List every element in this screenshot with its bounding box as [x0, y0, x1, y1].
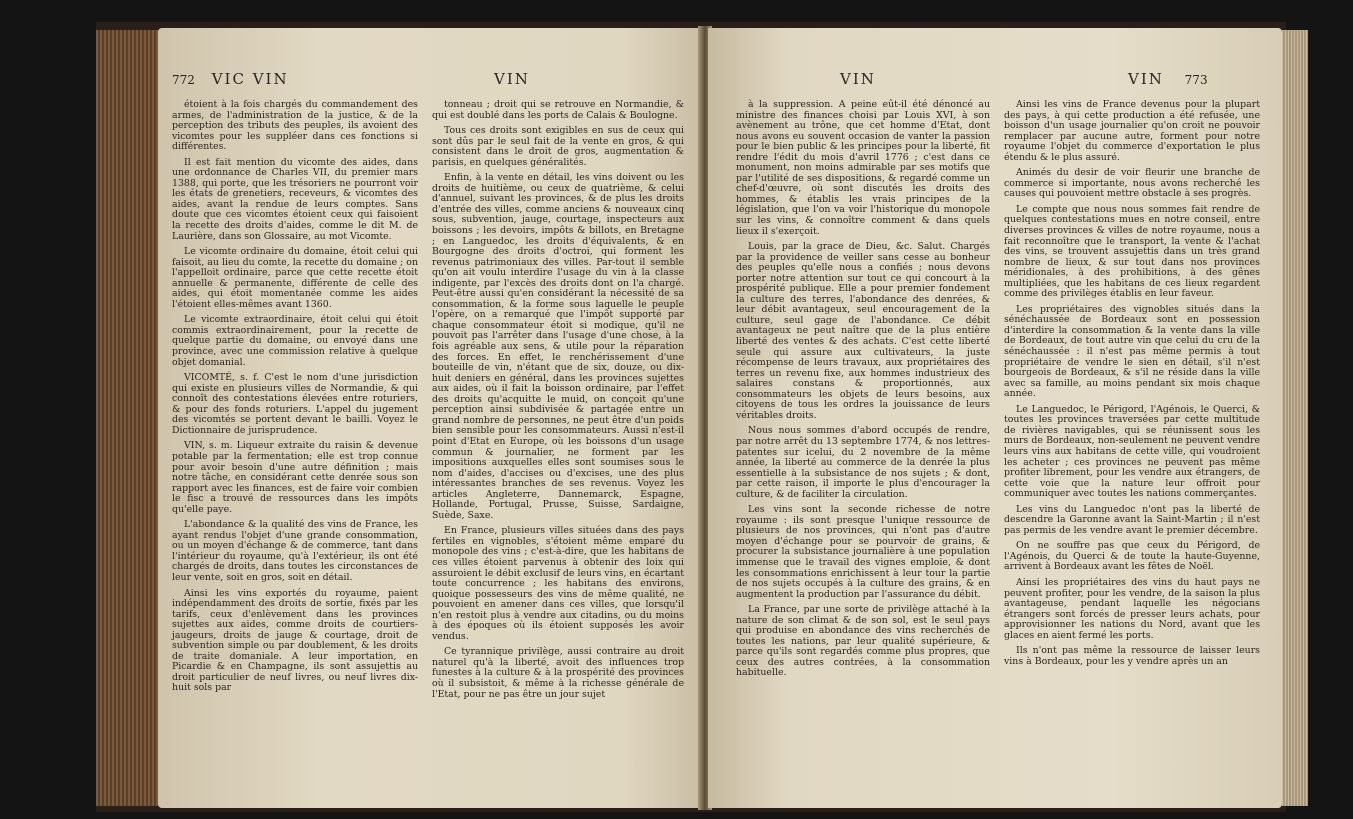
right-page-header [1128, 70, 1208, 88]
left-page-number: 772 [172, 73, 195, 87]
right-page-number: 773 [1184, 73, 1208, 87]
right-book-edge [1282, 30, 1308, 806]
paragraph: Ainsi les vins exportés du royaume, paient indépendamment des droits de sortie, fixés par les tarifs, ceux d'enlèvement dans les provinces sujettes aux aides, comme droits de courtiers-jaugeurs, droits de jauge & courtage, droit de subvention simple ou par doublement, & les droits de traite domaniale. A leur importation, en Picardie & en Champagne, ils sont assujettis au droit particulier de neuf livres, ou neuf livres dix-huit sols par [172, 587, 418, 694]
paragraph: En France, plusieurs villes situées dans des pays fertiles en vignobles, s'étoient même emparé du monopole des vins ; c'est-à-dire, que les habitans de ces villes étoient parvenus à obtenir des loix qui assuroient le débit exclusif de leurs vins, en écartant toute concurrence ; les habitans des environs, quoique possesseurs des vins de même qualité, ne pouvoient en amener dans ces villes, que lorsqu'il n'en restoit plus à vendre aux citadins, ou du moins à des époques où ils étoient supposés les avoir vendus. [432, 525, 684, 642]
right-center-head: VIN [840, 70, 876, 88]
paragraph: VICOMTÉ, s. f. C'est le nom d'une jurisdiction qui existe en plusieurs villes de Normandie, & qui connoît des contestations élevées entre roturiers, & pour des fonds roturiers. L'appel du jugement des vicomtés se portent devant le bailli. Voyez le Dictionnaire de jurisprudence. [172, 372, 418, 436]
right-page-column-2 [1004, 100, 1260, 672]
left-page-column-1 [172, 100, 418, 699]
paragraph: On ne souffre pas que ceux du Périgord, de l'Agénois, du Querci & de toute la haute-Guyenne, arrivent à Bordeaux avant les fêtes de Noël. [1004, 540, 1260, 573]
paragraph: à la suppression. A peine eût-il été dénoncé au ministre des finances choisi par Louis XVI, à son avènement au trône, que cet homme d'Etat, dont nous avons eu souvent occasion de vanter la passion pour le bien public & les principes pour la liberté, fit rendre l'édit du mois d'avril 1776 ; c'est dans ce monument, non moins admirable par ses motifs que par l'utilité de ses dispositions, & regardé comme un chef-d'œuvre, où sont discutés les droits des hommes, & établis les vrais principes de la législation, que l'on va voir l'historique du monopole sur les vins, & connoître comment & dans quels lieux il s'exerçoit. [736, 99, 990, 237]
paragraph: VIN, s. m. Liqueur extraite du raisin & devenue potable par la fermentation; elle est trop connue pour avoir besoin d'une autre définition ; mais notre tâche, en considérant cette denrée sous son rapport avec les finances, est de faire voir combien le fisc a trouvé de ressources dans les impôts qu'elle paye. [172, 440, 418, 515]
left-page-column-2 [432, 100, 684, 705]
left-center-head: VIN [494, 70, 530, 88]
paragraph: Le vicomte extraordinaire, étoit celui qui étoit commis extraordinairement, pour la recette de quelque partie du domaine, ou envoyé dans une province, avec une commission relative à quelque objet domanial. [172, 314, 418, 368]
left-page [158, 28, 704, 808]
paragraph: Le vicomte ordinaire du domaine, étoit celui qui faisoit, au lieu du comte, la recette du domaine ; on l'appelloit ordinaire, parce que cette recette étoit annuelle & permanente, différente de celle des aides, qui étoit momentanée comme les aides l'étoient elles-mêmes avant 1360. [172, 246, 418, 310]
right-page [708, 28, 1282, 808]
paragraph: Les vins sont la seconde richesse de notre royaume : ils sont presque l'unique ressource de plusieurs de nos provinces, qui n'ont pas d'autre moyen d'échange pour se pourvoir de grains, & procurer la subsistance journalière à une population immense que le travail des vignes emploie, & dont les consommations enrichissent à leur tour la partie de nos sujets occupés à la culture des grains, & en augmentent la production par l'assurance du débit. [736, 504, 990, 600]
paragraph: Ils n'ont pas même la ressource de laisser leurs vins à Bordeaux, pour les y vendre après un an [1004, 645, 1260, 667]
paragraph: Ainsi les propriétaires des vins du haut pays ne peuvent profiter, pour les vendre, de la saison la plus avantageuse, pendant laquelle les négocians étrangers sont forcés de presser leurs achats, pour approvisionner les nations du Nord, avant que les glaces en aient fermé les ports. [1004, 576, 1260, 641]
paragraph: Louis, par la grace de Dieu, &c. Salut. Chargés par la providence de veiller sans cesse au bonheur des peuples qu'elle nous a confiés ; nous devons porter notre attention sur tout ce qui concourt à la prospérité publique. Elle a pour premier fondement la culture des terres, l'abondance des denrées, & leur débit avantageux, seul encouragement de la culture, seul gage de l'abondance. Ce débit avantageux ne peut naître que de la plus entière liberté des ventes & des achats. C'est cette liberté seule qui assure aux cultivateurs, la juste récompense de leurs travaux, aux propriétaires des terres un revenu fixe, aux hommes industrieux des salaires constans & proportionnés, aux consommateurs les objets de leurs besoins, aux citoyens de tous les ordres la jouissance de leurs véritables droits. [736, 241, 990, 421]
paragraph: Le Languedoc, le Périgord, l'Agénois, le Querci, & toutes les provinces traversées par cette multitude de rivières navigables, qui se réunissent sous les murs de Bordeaux, non-seulement ne peuvent vendre leurs vins aux habitans de cette ville, qui voudroient les acheter ; ces provinces ne peuvent pas même profiter librement, pour les vendre aux étrangers, de cette voie que la nature leur offroit pour communiquer avec toutes les nations commerçantes. [1004, 403, 1260, 500]
paragraph: Tous ces droits sont exigibles en sus de ceux qui sont dûs par le seul fait de la vente en gros, & qui consistent dans le droit de gros, augmentation & parisis, en quelques généralités. [432, 125, 684, 168]
paragraph: Ainsi les vins de France devenus pour la plupart des pays, à qui cette production a été refusée, une boisson d'un usage journalier qu'on croit ne pouvoir remplacer par aucune autre, forment pour notre royaume l'objet du commerce d'exportation le plus étendu & le plus assuré. [1004, 99, 1260, 163]
right-page-column-1 [736, 100, 990, 684]
paragraph: Les propriétaires des vignobles situés dans la sénéchaussée de Bordeaux sont en possession d'interdire la consommation & la vente dans la ville de Bordeaux, de tout autre vin que celui du cru de la sénéchaussée : il n'est pas même permis à tout propriétaire de vendre le sien en détail, s'il n'est bourgeois de Bordeaux, & s'il ne réside dans la ville avec sa famille, au moins pendant six mois chaque année. [1004, 303, 1260, 400]
left-page-header [172, 70, 289, 88]
paragraph: Animés du desir de voir fleurir une branche de commerce si importante, nous avons recherché les causes qui pouvoient mettre obstacle à ses progrès. [1004, 167, 1260, 200]
paragraph: Ce tyrannique privilège, aussi contraire au droit naturel qu'à la liberté, avoit des influences trop funestes à la culture & à la prospérité des provinces où il subsistoit, & même à la richesse générale de l'Etat, pour ne pas être un jour sujet [432, 646, 684, 700]
paragraph: Les vins du Languedoc n'ont pas la liberté de descendre la Garonne avant la Saint-Martin ; il n'est pas permis de les vendre avant le premier décembre. [1004, 503, 1260, 536]
paragraph: L'abondance & la qualité des vins de France, les ayant rendus l'objet d'une grande consommation, ou un moyen d'échange & de commerce, tant dans l'intérieur du royaume, qu'à l'extérieur, ils ont été chargés de droits, dans toutes les circonstances de leur vente, soit en gros, soit en détail. [172, 519, 418, 583]
right-running-head: VIN [1128, 70, 1164, 88]
left-running-head: VIC VIN [211, 70, 289, 88]
paragraph: tonneau ; droit qui se retrouve en Normandie, & qui est doublé dans les ports de Calais & Boulogne. [432, 99, 684, 121]
paragraph: La France, par une sorte de privilège attaché à la nature de son climat & de son sol, est le seul pays qui produise en abondance des vins recherchés de toutes les nations, par leur qualité supérieure, & parce qu'ils sont regardés comme plus propres, que ceux des autres contrées, à la consommation habituelle. [736, 604, 990, 679]
left-book-edge [96, 30, 158, 806]
paragraph: Enfin, à la vente en détail, les vins doivent ou les droits de huitième, ou ceux de quatrième, & celui d'annuel, suivant les provinces, & de plus les droits d'entrée des villes, comme anciens & nouveaux cinq sous, subvention, jauge, courtage, inspecteurs aux boissons ; les devoirs, impôts & billots, en Bretagne ; en Languedoc, les droits d'équivalents, & en Bourgogne des droits d'octroi, qui forment les revenus patrimoniaux des villes. Par-tout il semble qu'on ait voulu interdire l'usage du vin à la classe indigente, par l'excès des droits dont on l'a chargé. Peut-être aussi qu'en considérant la nécessité de sa consommation, & la forme sous laquelle le peuple l'opère, on a remarqué que l'impôt supporté par chaque consommateur étoit si modique, qu'il ne pouvoit pas l'arrêter dans l'usage d'une chose, à la fois agréable aux sens, & utile pour la réparation des forces. En effet, le renchérissement d'une bouteille de vin, n'étant que de six, douze, ou dix-huit deniers en général, dans les provinces sujettes aux aides, où il fait la boisson ordinaire, par l'effet des droits qu'acquitte le muid, on conçoit qu'une perception ainsi subdivisée & partagée entre un grand nombre de personnes, ne peut être d'un poids bien sensible pour les consommateurs. Aussi n'est-il point d'Etat en Europe, où les boissons d'un usage commun & journalier, ne forment par les impositions auxquelles elles sont soumises sous le nom d'aides, d'accises ou d'excises, une des plus intéressantes branches de ses revenus. Voyez les articles Angleterre, Dannemarck, Espagne, Hollande, Portugal, Prusse, Suisse, Sardaigne, Suède, Saxe. [432, 172, 684, 521]
paragraph: Il est fait mention du vicomte des aides, dans une ordonnance de Charles VII, du premier mars 1388, qui porte, que les trésoriers ne pourront voir les états de grenetiers, receveurs, & vicomtes des aides, avant la rendue de leurs comptes. Sans doute que ces vicomtes étoient ceux qui faisoient la recette des droits d'aides, comme le dit M. de Laurière, dans son Glossaire, au mot Vicomte. [172, 156, 418, 242]
paragraph: étoient à la fois chargés du commandement des armes, de l'administration de la justice, & de la perception des tributs des peuples, ils avoient des vicomtes pour les suppléer dans ces fonctions si différentes. [172, 99, 418, 153]
paragraph: Le compte que nous nous sommes fait rendre de quelques contestations mues en notre conseil, entre diverses provinces & villes de notre royaume, nous a fait reconnoître que le transport, la vente & l'achat des vins, se trouvent assujettis dans un très grand nombre de lieux, & sur tout dans nos provinces méridionales, à des prohibitions, à des gênes multipliées, que les habitans de ces lieux regardent comme des privilèges établis en leur faveur. [1004, 203, 1260, 300]
book-spread [96, 22, 1286, 812]
paragraph: Nous nous sommes d'abord occupés de rendre, par notre arrêt du 13 septembre 1774, & nos lettres-patentes sur icelui, du 2 novembre de la même année, la liberté au commerce de la denrée la plus essentielle à la subsistance de nos sujets ; & dont, par cette raison, il importe le plus d'encourager la culture, & de faciliter la circulation. [736, 425, 990, 500]
